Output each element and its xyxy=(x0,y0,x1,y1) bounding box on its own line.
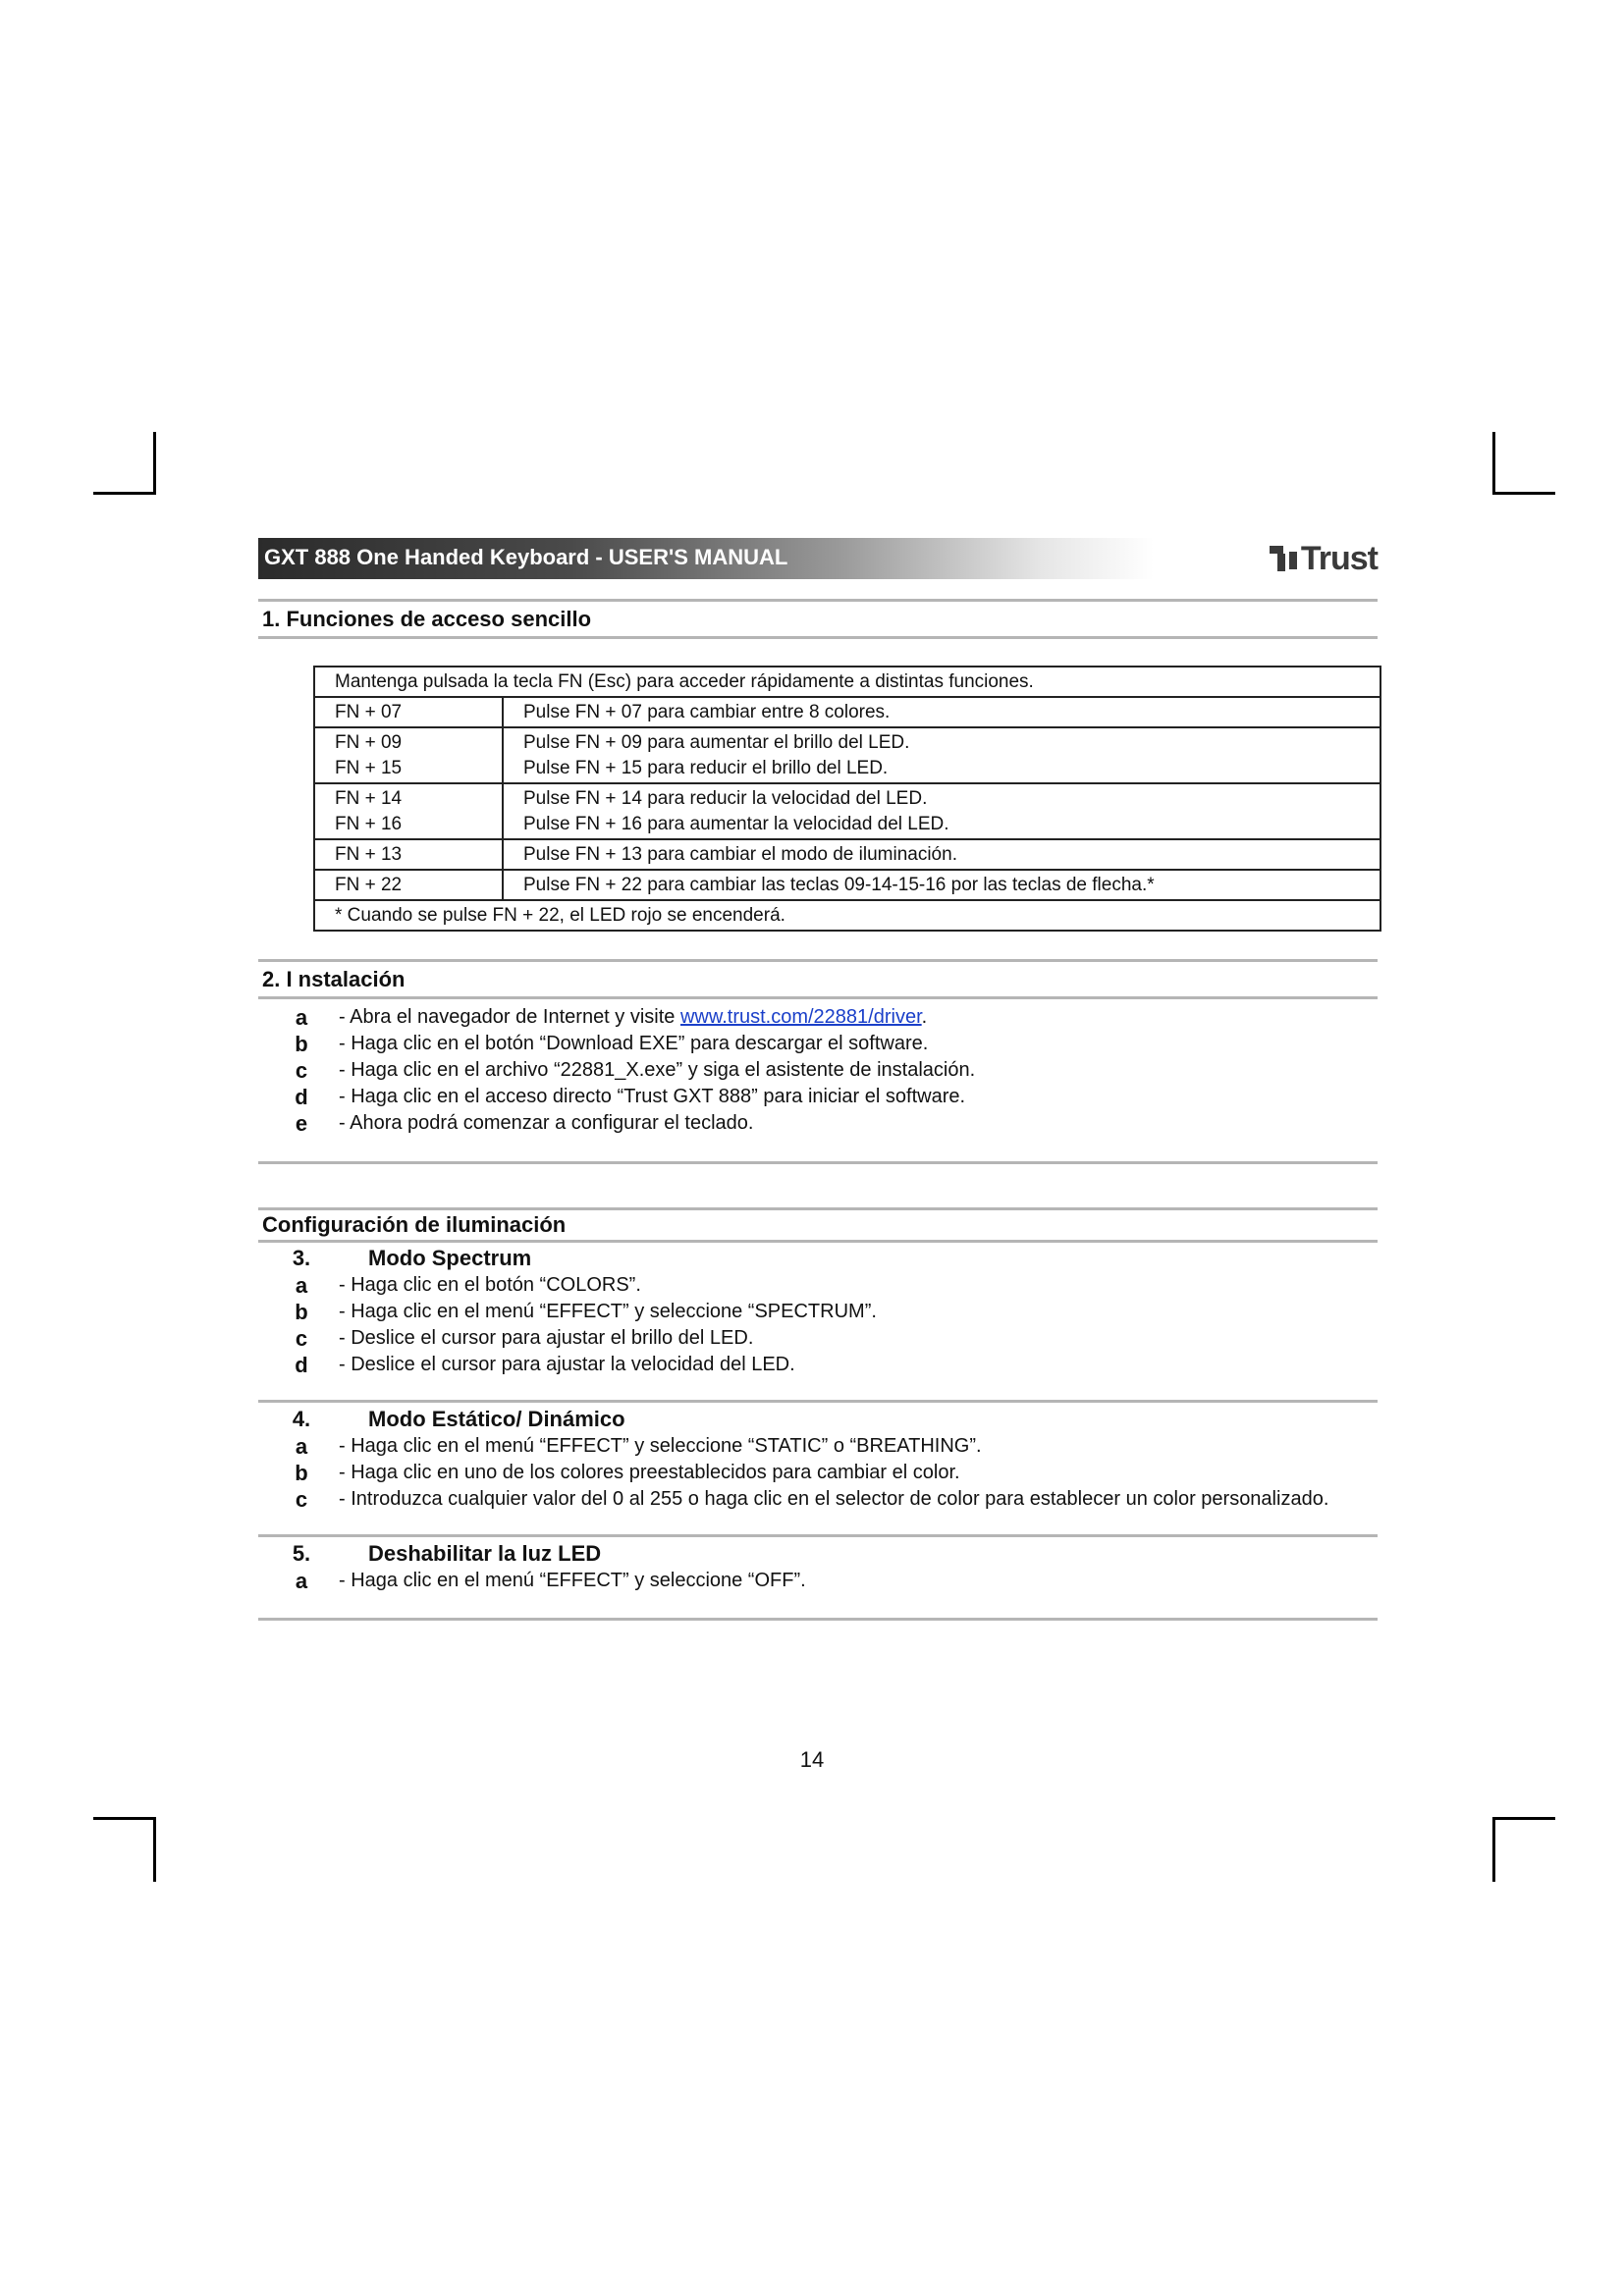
header-banner xyxy=(258,538,1378,579)
step-text: - Ahora podrá comenzar a configurar el teclado. xyxy=(339,1112,754,1134)
step-letter: c xyxy=(295,1058,308,1083)
subsection-number: 3. xyxy=(292,1246,311,1270)
list-item xyxy=(290,1352,1378,1378)
step-text: - Haga clic en el botón “COLORS”. xyxy=(339,1274,641,1296)
step-text: - Haga clic en el acceso directo “Trust GXT 888” para iniciar el software. xyxy=(339,1086,966,1107)
step-letter: c xyxy=(295,1487,308,1512)
list-item xyxy=(290,1004,1378,1031)
list-item xyxy=(290,1272,1378,1299)
shortcut-key: FN + 13 xyxy=(314,839,503,870)
shortcut-desc: Pulse FN + 22 para cambiar las teclas 09-14-15-16 por las teclas de flecha.* xyxy=(503,870,1380,900)
step-letter: b xyxy=(295,1300,308,1324)
shortcut-desc: Pulse FN + 07 para cambiar entre 8 colores. xyxy=(503,697,1380,727)
table-row xyxy=(314,667,1380,697)
step-letter: a xyxy=(295,1273,308,1298)
section-title-funciones: 1. Funciones de acceso sencillo xyxy=(262,607,592,631)
trust-logo-icon xyxy=(1270,546,1299,571)
list-item xyxy=(290,1057,1378,1084)
table-row xyxy=(314,839,1380,870)
table-row xyxy=(314,727,1380,783)
section-title-iluminacion: Configuración de iluminación xyxy=(262,1212,567,1237)
step-letter: a xyxy=(295,1569,308,1593)
driver-link[interactable]: www.trust.com/22881/driver xyxy=(679,1006,922,1028)
table-row xyxy=(314,783,1380,839)
list-item xyxy=(290,1460,1378,1486)
step-letter: d xyxy=(295,1353,308,1377)
shortcut-key: FN + 22 xyxy=(314,870,503,900)
step-text: - Haga clic en uno de los colores preestablecidos para cambiar el color. xyxy=(339,1462,960,1483)
list-item xyxy=(290,1325,1378,1352)
subsection-title: Modo Spectrum xyxy=(368,1246,532,1270)
manual-page xyxy=(258,538,1378,1621)
disable-steps xyxy=(290,1568,1378,1594)
trust-logo xyxy=(1270,540,1378,578)
table-row xyxy=(314,697,1380,727)
crop-mark-bottom-left-horizontal xyxy=(93,1817,156,1820)
crop-mark-top-left-horizontal xyxy=(93,492,156,495)
shortcut-desc: Pulse FN + 14 para reducir la velocidad del LED. xyxy=(523,788,928,809)
divider xyxy=(258,1400,1378,1403)
page-number: 14 xyxy=(799,1747,825,1772)
step-letter: a xyxy=(295,1005,308,1030)
fn-shortcuts-table xyxy=(313,666,1381,932)
subsection-title: Deshabilitar la luz LED xyxy=(368,1541,602,1566)
step-text: - Deslice el cursor para ajustar el brillo del LED. xyxy=(339,1327,754,1349)
list-item xyxy=(290,1031,1378,1057)
table-footnote: * Cuando se pulse FN + 22, el LED rojo se encenderá. xyxy=(314,900,1380,931)
install-steps xyxy=(290,1004,1378,1137)
list-item xyxy=(290,1433,1378,1460)
step-text: - Haga clic en el menú “EFFECT” y seleccione “SPECTRUM”. xyxy=(339,1301,877,1322)
shortcut-key: FN + 09 xyxy=(335,732,403,753)
step-letter: a xyxy=(295,1434,308,1459)
subsection-modo-estatico xyxy=(290,1406,1378,1433)
crop-mark-bottom-left-vertical xyxy=(153,1817,156,1882)
shortcut-desc: Pulse FN + 09 para aumentar el brillo del LED. xyxy=(523,732,910,753)
shortcut-key: FN + 15 xyxy=(335,758,403,778)
crop-mark-bottom-right-vertical xyxy=(1492,1817,1495,1882)
shortcut-desc: Pulse FN + 15 para reducir el brillo del LED. xyxy=(523,758,889,778)
step-text: - Haga clic en el menú “EFFECT” y seleccione “STATIC” o “BREATHING”. xyxy=(339,1435,982,1457)
step-letter: b xyxy=(295,1032,308,1056)
crop-mark-top-right-vertical xyxy=(1492,432,1495,495)
divider xyxy=(258,996,1378,999)
step-letter: e xyxy=(295,1111,308,1136)
crop-mark-bottom-right-horizontal xyxy=(1492,1817,1555,1820)
subsection-number: 4. xyxy=(292,1407,311,1431)
crop-mark-top-left-vertical xyxy=(153,432,156,495)
subsection-modo-spectrum xyxy=(290,1245,1378,1272)
step-letter: b xyxy=(295,1461,308,1485)
table-row xyxy=(314,900,1380,931)
step-text: - Haga clic en el menú “EFFECT” y seleccione “OFF”. xyxy=(339,1570,806,1591)
step-text: - Abra el navegador de Internet y visite xyxy=(339,1006,680,1028)
step-text: - Haga clic en el archivo “22881_X.exe” y siga el asistente de instalación. xyxy=(339,1059,976,1081)
step-text: - Deslice el cursor para ajustar la velocidad del LED. xyxy=(339,1354,795,1375)
divider xyxy=(258,1534,1378,1537)
shortcut-key: FN + 14 xyxy=(335,788,403,809)
subsection-deshabilitar-led xyxy=(290,1540,1378,1568)
subsection-number: 5. xyxy=(292,1541,311,1566)
spectrum-steps xyxy=(290,1272,1378,1378)
shortcut-key-group xyxy=(314,727,503,783)
step-text: - Introduzca cualquier valor del 0 al 255 o haga clic en el selector de color para establecer un color personalizado. xyxy=(339,1488,1329,1510)
shortcut-desc: Pulse FN + 13 para cambiar el modo de iluminación. xyxy=(503,839,1380,870)
shortcut-key-group xyxy=(314,783,503,839)
step-letter: d xyxy=(295,1085,308,1109)
divider xyxy=(258,1240,1378,1243)
crop-mark-top-right-horizontal xyxy=(1492,492,1555,495)
subsection-title: Modo Estático/ Dinámico xyxy=(368,1407,625,1431)
shortcut-key: FN + 07 xyxy=(314,697,503,727)
list-item xyxy=(290,1084,1378,1110)
trust-logo-text: Trust xyxy=(1300,540,1378,577)
list-item xyxy=(290,1299,1378,1325)
list-item xyxy=(290,1568,1378,1594)
list-item xyxy=(290,1110,1378,1137)
step-text-end: . xyxy=(921,1006,928,1028)
step-letter: c xyxy=(295,1326,308,1351)
shortcut-desc: Pulse FN + 16 para aumentar la velocidad del LED. xyxy=(523,814,949,834)
table-row xyxy=(314,870,1380,900)
table-intro: Mantenga pulsada la tecla FN (Esc) para acceder rápidamente a distintas funciones. xyxy=(314,667,1380,697)
step-text: - Haga clic en el botón “Download EXE” para descargar el software. xyxy=(339,1033,929,1054)
shortcut-desc-group xyxy=(503,783,1380,839)
shortcut-key: FN + 16 xyxy=(335,814,403,834)
section-title-instalacion: 2. I nstalación xyxy=(262,967,406,991)
manual-title: GXT 888 One Handed Keyboard - USER'S MANUAL xyxy=(264,545,788,569)
list-item xyxy=(290,1486,1378,1513)
divider xyxy=(258,636,1378,639)
static-steps xyxy=(290,1433,1378,1513)
divider xyxy=(258,1618,1378,1621)
shortcut-desc-group xyxy=(503,727,1380,783)
